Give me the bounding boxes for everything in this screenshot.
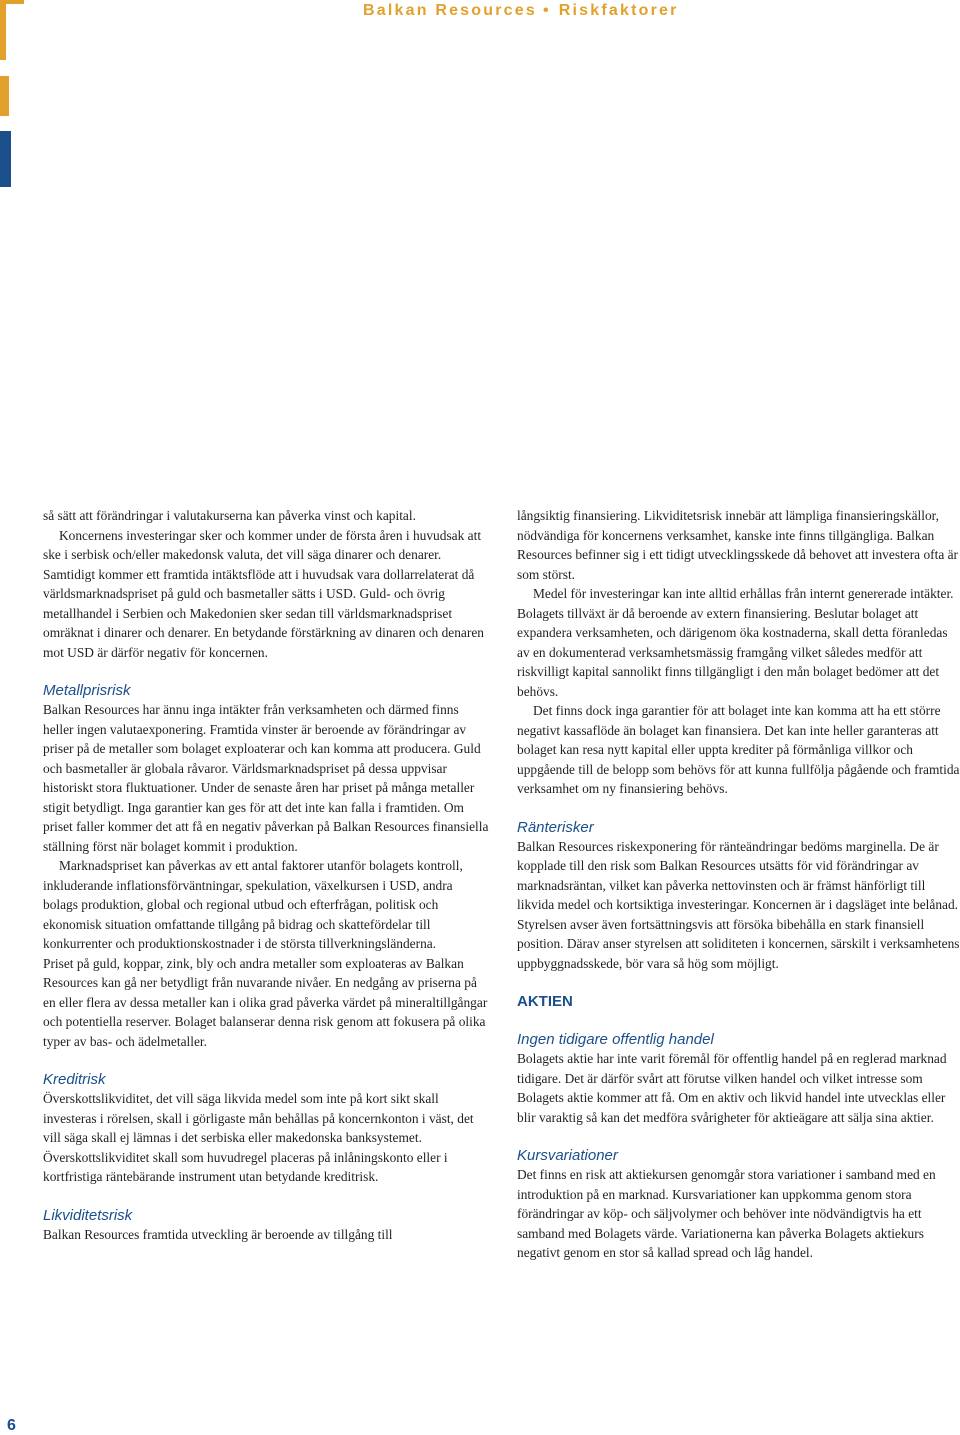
right-column — [517, 506, 960, 1263]
decor-bar-gold-1-top — [0, 0, 24, 4]
header-company: Balkan Resources — [363, 2, 537, 19]
header-bullet-icon: • — [542, 2, 551, 19]
metallprisrisk-paragraph-2: Marknadspriset kan påverkas av ett antal faktorer utanför bolagets kontroll, inkluderande inflationsförväntningar, spekulation, växelkursen i USD, andra bolags produktion, global och regional utbud och efterfrågan, politisk och ekonomisk situation omfattande tillgång på bidrag och skattefördelar till konkurrenter och produktionskostnader i de största tillverkningsländerna. — [43, 858, 463, 951]
decor-bar-gold-2 — [0, 76, 9, 116]
kreditrisk-paragraph-1: Överskottslikviditet, det vill säga likvida medel som inte på kort sikt skall investeras i rörelsen, skall i görligaste mån behållas på koncernkonton i väst, det vill säga skall ej lämnas i det serbiska eller makedonska banksystemet. Överskottslikviditet skall som huvudregel placeras på inlåningskonto eller i kortfristiga räntebärande instrument utan betydande kreditrisk. — [43, 1091, 474, 1184]
page-number: 6 — [7, 1417, 16, 1434]
likviditetsrisk-paragraph-2: Medel för investeringar kan inte alltid erhållas från internt genererade intäkter. Bolagets tillväxt är då beroende av extern finansiering. Beslutar bolaget att expandera verksamheten, och därigenom öka kostnaderna, skall detta föranledas av en dokumenterad verksamhetsmässig framgång vilket således medför att riskvilligt kapital sannolikt finns tillgängligt i den mån bolaget bedömer att det behövs. — [517, 586, 954, 699]
decor-bar-blue — [0, 131, 11, 187]
ranterisker-paragraph-1: Balkan Resources riskexponering för ränteändringar bedöms marginella. De är kopplade till den risk som Balkan Resources utsätts för vid förändringar av marknadsräntan, vilket kan påverka nettovinsten och är främst hänförligt till likvida medel och kortsiktiga investeringar. Koncernen är i dagsläget inte belånad. Styrelsen avser även fortsättningsvis att försöka bibehålla en stark finansiell position. Därav anser styrelsen att soliditeten i koncernen, särskilt i verksamhetens uppbyggnadsskede, bör vara så hög som möjligt. — [517, 838, 960, 971]
kursvariationer-paragraph-1: Det finns en risk att aktiekursen genomgår stora variationer i samband med en introduktion på en marknad. Kursvariationer kan uppkomma genom stora förändringar av köp- och säljvolymer och behöver inte nödvändigtvis ha ett samband med Bolagets värde. Variationerna kan påverka Bolagets aktiekurs negativt genom en stor så kallad spread och låg handel. — [517, 1167, 936, 1260]
aktien-heading: AKTIEN — [517, 993, 573, 1010]
running-header — [363, 0, 679, 24]
metallprisrisk-heading: Metallprisrisk — [43, 682, 131, 699]
intro-paragraph-2: Koncernens investeringar sker och kommer under de första åren i huvudsak att ske i serbisk och/eller makedonsk valuta, det vill säga dinarer och denarer. Samtidigt kommer ett framtida intäktsflöde att i huvudsak vara dollarrelaterat då världsmarknadspriset på guld och basmetaller sätts i USD. Guld- och övrig metallhandel i Serbien och Makedonien sker sedan till världsmarknadspriset omräknat i dinarer och denarer. En betydande förstärkning av dinaren och denaren mot USD är därför negativ för koncernen. — [43, 527, 484, 660]
left-column — [43, 506, 490, 1244]
kursvariationer-heading: Kursvariationer — [517, 1147, 618, 1164]
header-section: Riskfaktorer — [558, 2, 679, 19]
metallprisrisk-paragraph-3: Priset på guld, koppar, zink, bly och andra metaller som exploateras av Balkan Resources kan gå ner betydligt från nuvarande nivåer. En nedgång av priserna på en eller flera av dessa metaller kan i olika grad påverka värdet på mineraltillgångar och potentiella reserver. Bolaget balanserar denna risk genom att fokusera på olika typer av bas- och ädelmetaller. — [43, 955, 488, 1049]
metallprisrisk-paragraph-1: Balkan Resources har ännu inga intäkter från verksamheten och därmed finns heller ingen valutaexponering. Framtida vinster är beroende av förändringar av priser på de metaller som bolaget exploaterar och kan komma att producera. Guld och basmetaller är globala råvaror. Världsmarknadspriset på dessa uppvisar historiskt stora fluktuationer. Under de senaste åren har priset på många metaller stigit betydligt. Inga garantier kan ges för att det inte kan falla i framtiden. Om priset faller kommer det att få en negativ påverkan på Balkan Resources finansiella ställning först när bolaget kommit i produktion. — [43, 702, 489, 854]
intro-paragraph-1: så sätt att förändringar i valutakurserna kan påverka vinst och kapital. — [43, 508, 416, 523]
likviditetsrisk-paragraph-1-cont: långsiktig finansiering. Likviditetsrisk innebär att lämpliga finansieringskällor, nödvändiga för koncernens verksamhet, kanske inte finns tillgängliga. Balkan Resources befinner sig i ett tidigt utvecklingsskede då behovet att investera ofta är som störst. — [517, 508, 959, 582]
likviditetsrisk-heading: Likviditetsrisk — [43, 1206, 133, 1224]
likviditetsrisk-paragraph-1: Balkan Resources framtida utveckling är beroende av tillgång till — [43, 1226, 393, 1242]
kreditrisk-heading: Kreditrisk — [43, 1071, 106, 1088]
likviditetsrisk-paragraph-3: Det finns dock inga garantier för att bolaget inte kan komma att ha ett större negativt kassaflöde än bolaget kan finansiera. Det kan inte heller garanteras att bolaget kan resa nytt kapital eller uppta krediter på förmånliga villkor och uppgående till de belopp som behövs för att kunna fullfölja pågående och framtida verksamhet om ny finansiering behövs. — [517, 703, 960, 796]
handel-paragraph-1: Bolagets aktie har inte varit föremål för offentlig handel på en reglerad marknad tidigare. Det är därför svårt att förutse vilken handel och vilket intresse som Bolagets aktie kommer att få. Om en aktiv och likvid handel inte utvecklas eller blir varaktig så kan det medföra svårigheter för aktieägare att sälja sina aktier. — [517, 1051, 947, 1125]
ranterisker-heading: Ränterisker — [517, 818, 594, 836]
handel-heading: Ingen tidigare offentlig handel — [517, 1031, 714, 1048]
decor-bar-gold-1 — [0, 0, 6, 60]
